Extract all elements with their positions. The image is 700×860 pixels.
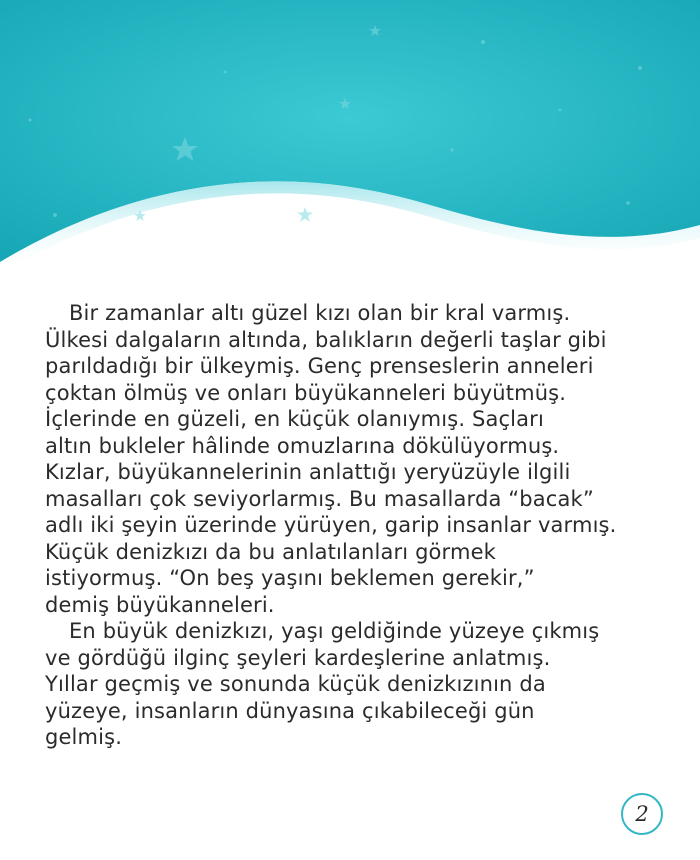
story-line: Bir zamanlar altı güzel kızı olan bir kral varmış. [69,301,571,325]
story-line: Küçük denizkızı da bu anlatılanları görmek [45,539,496,564]
page-number: 2 [635,802,649,826]
sparkle-dot [638,66,642,70]
story-paragraph-2 [45,618,685,751]
story-paragraph-1 [45,300,685,618]
page-number-badge [621,793,663,835]
sparkle-dot [559,109,562,112]
star-icon [297,207,313,222]
story-line: masalları çok seviyorlarmış. Bu masallarda “bacak” [45,486,594,511]
story-line: parıldadığı bir ülkeymiş. Genç prenseslerin anneleri [45,354,594,378]
story-line: demiş büyükanneleri. [45,592,275,617]
story-line: En büyük denizkızı, yaşı geldiğinde yüzeye çıkmış [69,619,600,643]
story-line: Yıllar geçmiş ve sonunda küçük denizkızının da [45,672,546,696]
sparkle-dot [450,148,453,151]
story-line: yüzeye, insanların dünyasına çıkabileceği gün [45,698,535,723]
story-text [45,300,685,751]
story-line: altın bukleler hâlinde omuzlarına dökülüyormuş. [45,433,560,458]
story-line: ve gördüğü ilginç şeyleri kardeşlerine anlatmış. [45,645,551,670]
sparkle-dot [626,201,630,205]
story-line: gelmiş. [45,725,123,749]
story-line: İçlerinde en güzeli, en küçük olanıymış. Saçları [45,407,544,431]
header-wave-banner [0,0,700,290]
story-line: adlı iki şeyin üzerinde yürüyen, garip insanlar varmış. [45,513,617,537]
sparkle-dot [224,71,227,74]
story-line: Ülkesi dalgaların altında, balıkların değerli taşlar gibi [45,327,607,352]
sparkle-dot [481,40,485,44]
story-line: Kızlar, büyükannelerinin anlattığı yeryüzüyle ilgili [45,460,571,484]
sparkle-dot [29,119,32,122]
story-line: çoktan ölmüş ve onları büyükanneleri büyütmüş. [45,380,567,405]
sparkle-dot [53,213,57,217]
story-line: istiyormuş. “On beş yaşını beklemen gerekir,” [45,566,535,590]
